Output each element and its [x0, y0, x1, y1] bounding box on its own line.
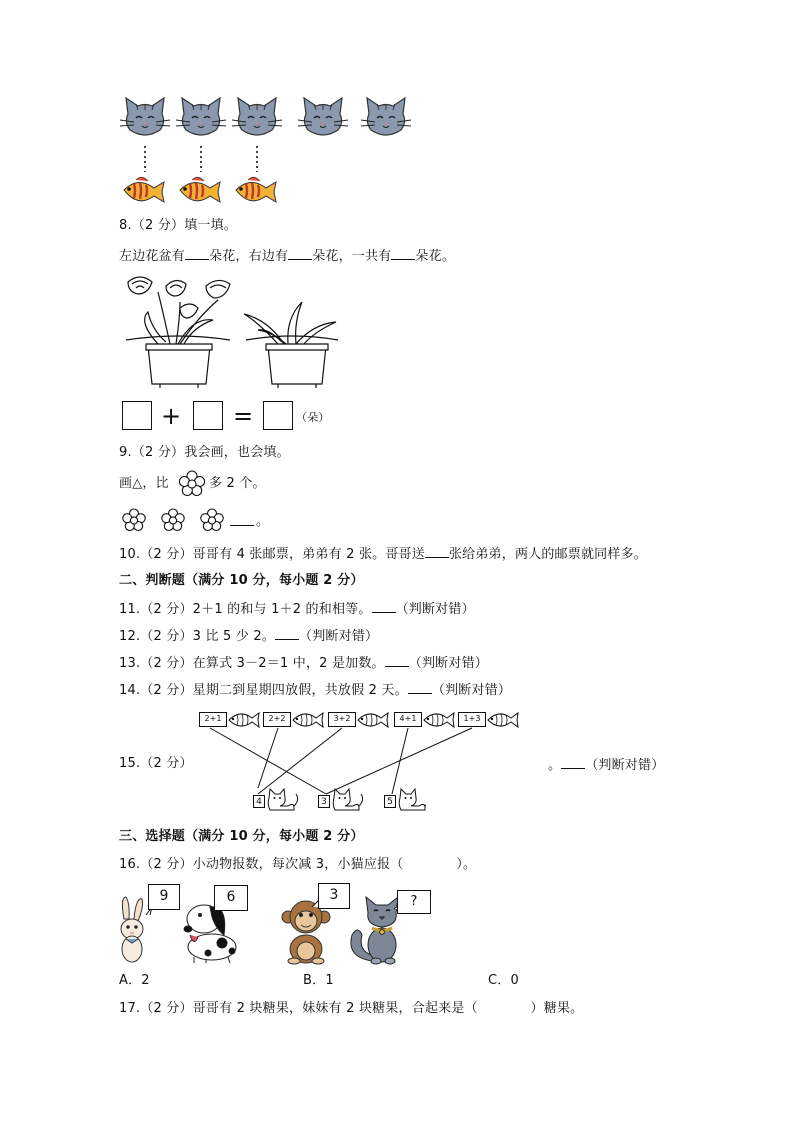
fish-icon: [229, 713, 259, 727]
option-c[interactable]: C．0: [488, 973, 519, 988]
plus-sign: +: [161, 402, 182, 430]
fish-icon: [293, 713, 323, 727]
answer-box[interactable]: [263, 401, 293, 430]
answer-box[interactable]: [122, 401, 152, 430]
q8-title: 8.（2 分）填一填。: [119, 218, 238, 233]
q17-question: 17.（2 分）哥哥有 2 块糖果，妹妹有 2 块糖果，合起来是（ ）糖果。: [119, 1001, 584, 1016]
cat-icon: [361, 98, 411, 135]
fish-icon: [180, 177, 220, 202]
fish-icon: [488, 713, 518, 727]
cat-icon: [176, 98, 226, 135]
monkey-icon: [282, 901, 330, 964]
q14-question: 14.（2 分）星期二到星期四放假，共放假 2 天。 （判断对错）: [119, 683, 512, 698]
flower-row: [120, 506, 230, 534]
q12-question: 12.（2 分）3 比 5 少 2。 （判断对错）: [119, 629, 379, 644]
q9-end: 。: [256, 514, 270, 529]
q8-question: 左边花盆有 朵花，右边有 朵花，一共有 朵花。: [119, 249, 456, 264]
expression-box: 3+2: [328, 712, 356, 727]
q13-question: 13.（2 分）在算式 3－2＝1 中，2 是加数。 （判断对错）: [119, 656, 488, 671]
fish-icon: [424, 713, 454, 727]
answer-blank[interactable]: [372, 600, 396, 613]
section-heading-judgement: 二、判断题（满分 10 分，每小题 2 分）: [119, 573, 364, 588]
cats-fish-illustration: [110, 90, 430, 210]
flower-pots-illustration: [118, 272, 358, 392]
speech-bubble: 6: [214, 885, 248, 911]
option-b[interactable]: B．1: [303, 973, 334, 988]
speech-bubble: 3: [318, 883, 350, 909]
fish-icon: [236, 177, 276, 202]
cat-icon: [351, 897, 398, 964]
cat-icon: [232, 98, 282, 135]
answer-blank[interactable]: [391, 247, 415, 260]
number-box: 3: [318, 795, 330, 808]
flower-icon: [123, 509, 145, 531]
rabbit-icon: [121, 897, 143, 962]
q15-label: 15.（2 分）: [119, 756, 193, 771]
right-flower-pot-icon: [244, 302, 338, 388]
cat-icon: [298, 98, 348, 135]
equals-sign: =: [233, 402, 254, 430]
cat-icon: [333, 789, 362, 810]
expression-box: 1+3: [458, 712, 486, 727]
q9-text-b: 多 2 个。: [209, 476, 266, 491]
answer-blank[interactable]: [385, 654, 409, 667]
answer-blank[interactable]: [275, 627, 299, 640]
flower-icon: [162, 509, 184, 531]
left-flower-pot-icon: [126, 277, 230, 388]
flower-icon: [201, 509, 223, 531]
speech-bubble: ?: [397, 890, 431, 914]
expression-box: 2+1: [199, 712, 227, 727]
fish-icon: [124, 177, 164, 202]
fish-icon: [358, 713, 388, 727]
answer-blank[interactable]: [425, 545, 449, 558]
answer-blank[interactable]: [185, 247, 209, 260]
cat-row-icons: [266, 785, 426, 813]
cat-icon: [268, 789, 297, 810]
dog-icon: [184, 905, 236, 963]
answer-blank[interactable]: [288, 247, 312, 260]
answer-blank[interactable]: [230, 513, 254, 526]
q16-question: 16.（2 分）小动物报数，每次减 3，小猫应报（ ）。: [119, 857, 477, 872]
q15-suffix: 。 （判断对错）: [548, 758, 665, 773]
cat-icon: [120, 98, 170, 135]
fish-row-icons: [228, 709, 528, 731]
expression-box: 2+2: [263, 712, 291, 727]
expression-box: 4+1: [394, 712, 422, 727]
section-heading-choice: 三、选择题（满分 10 分，每小题 2 分）: [119, 829, 364, 844]
q10-question: 10.（2 分）哥哥有 4 张邮票，弟弟有 2 张。哥哥送 张给弟弟，两人的邮票就同样多。: [119, 547, 647, 562]
answer-blank[interactable]: [561, 756, 585, 769]
unit-label: （朵）: [296, 411, 330, 424]
flower-icon: [178, 470, 206, 498]
answer-blank[interactable]: [408, 681, 432, 694]
number-box: 5: [384, 795, 396, 808]
q11-question: 11.（2 分）2＋1 的和与 1＋2 的和相等。 （判断对错）: [119, 602, 475, 617]
q9-title: 9.（2 分）我会画，也会填。: [119, 445, 290, 460]
answer-box[interactable]: [193, 401, 223, 430]
speech-bubble: 9: [148, 884, 180, 910]
number-box: 4: [253, 795, 265, 808]
option-a[interactable]: A．2: [119, 973, 150, 988]
q9-text-a: 画△，比: [119, 476, 169, 491]
cat-icon: [399, 789, 426, 810]
